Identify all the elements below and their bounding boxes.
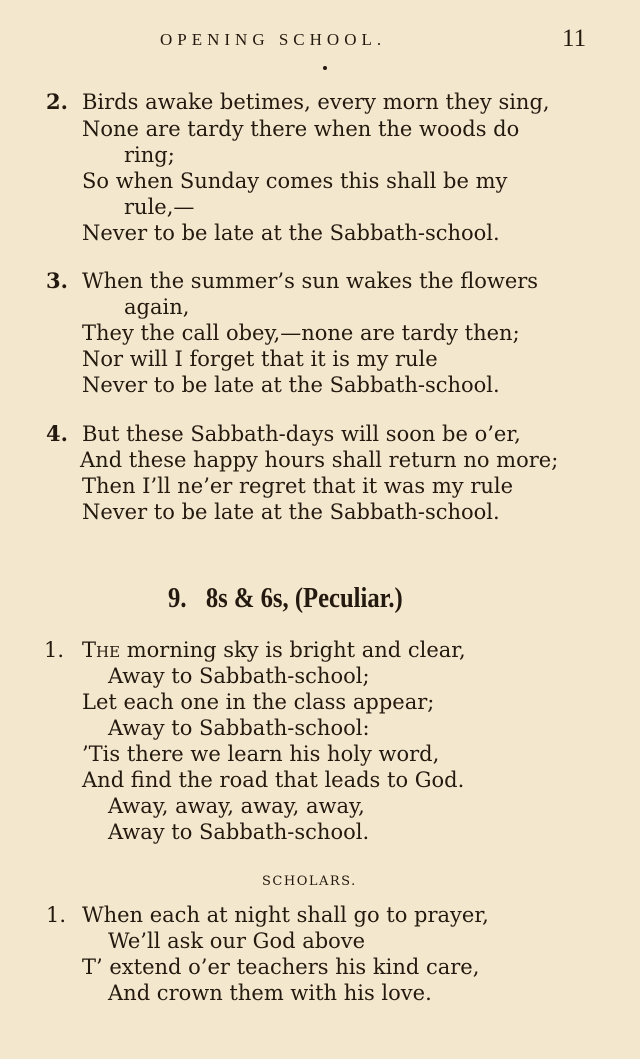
verse-line: When each at night shall go to prayer, bbox=[82, 903, 489, 927]
verse-line: T’ extend o’er teachers his kind care, bbox=[82, 955, 480, 979]
verse-line: Away, away, away, away, bbox=[108, 794, 365, 818]
stanza-number: 4. bbox=[46, 421, 68, 446]
verse-line bbox=[82, 637, 466, 663]
first-word: The bbox=[82, 638, 121, 662]
stanza-number: 1. bbox=[46, 903, 67, 927]
verse-line: Birds awake betimes, every morn they sing, bbox=[82, 90, 550, 114]
hymn-meter: 8s & 6s, (Peculiar.) bbox=[205, 583, 403, 614]
ornament-dot bbox=[323, 66, 327, 70]
verse-line: So when Sunday comes this shall be my bbox=[82, 169, 508, 193]
verse-line: Nor will I forget that it is my rule bbox=[82, 347, 438, 371]
verse-line: None are tardy there when the woods do bbox=[82, 117, 520, 141]
verse-line: ring; bbox=[124, 143, 175, 167]
verse-line: They the call obey,—none are tardy then; bbox=[82, 321, 520, 345]
verse-line-rest: morning sky is bright and clear, bbox=[126, 638, 466, 662]
verse-line: And crown them with his love. bbox=[108, 981, 432, 1005]
verse-line: We’ll ask our God above bbox=[108, 929, 366, 953]
verse-line: again, bbox=[124, 295, 190, 319]
hymn-number: 9. bbox=[168, 583, 187, 614]
page-number: 11 bbox=[562, 25, 587, 52]
verse-line: Never to be late at the Sabbath-school. bbox=[82, 373, 500, 397]
verse-line: Away to Sabbath-school. bbox=[108, 820, 370, 844]
verse-line: Never to be late at the Sabbath-school. bbox=[82, 221, 500, 245]
verse-line: Then I’ll ne’er regret that it was my rule bbox=[82, 474, 514, 498]
stanza-number: 1. bbox=[44, 638, 65, 662]
verse-line: Away to Sabbath-school: bbox=[108, 716, 370, 740]
verse-line: Never to be late at the Sabbath-school. bbox=[82, 500, 500, 524]
verse-line: rule,— bbox=[124, 195, 195, 219]
verse-line: And these happy hours shall return no more; bbox=[80, 448, 559, 472]
verse-line: But these Sabbath-days will soon be o’er, bbox=[82, 422, 521, 446]
section-subheading: SCHOLARS. bbox=[262, 874, 357, 889]
stanza-number: 2. bbox=[46, 89, 68, 114]
verse-line: Let each one in the class appear; bbox=[82, 690, 435, 714]
verse-line: Away to Sabbath-school; bbox=[108, 664, 370, 688]
verse-line: When the summer’s sun wakes the flowers bbox=[82, 269, 539, 293]
verse-line: ’Tis there we learn his holy word, bbox=[82, 742, 440, 766]
running-head: OPENING SCHOOL. bbox=[160, 30, 387, 49]
verse-line: And find the road that leads to God. bbox=[82, 768, 465, 792]
hymn-heading bbox=[168, 583, 403, 615]
stanza-number: 3. bbox=[46, 268, 68, 293]
